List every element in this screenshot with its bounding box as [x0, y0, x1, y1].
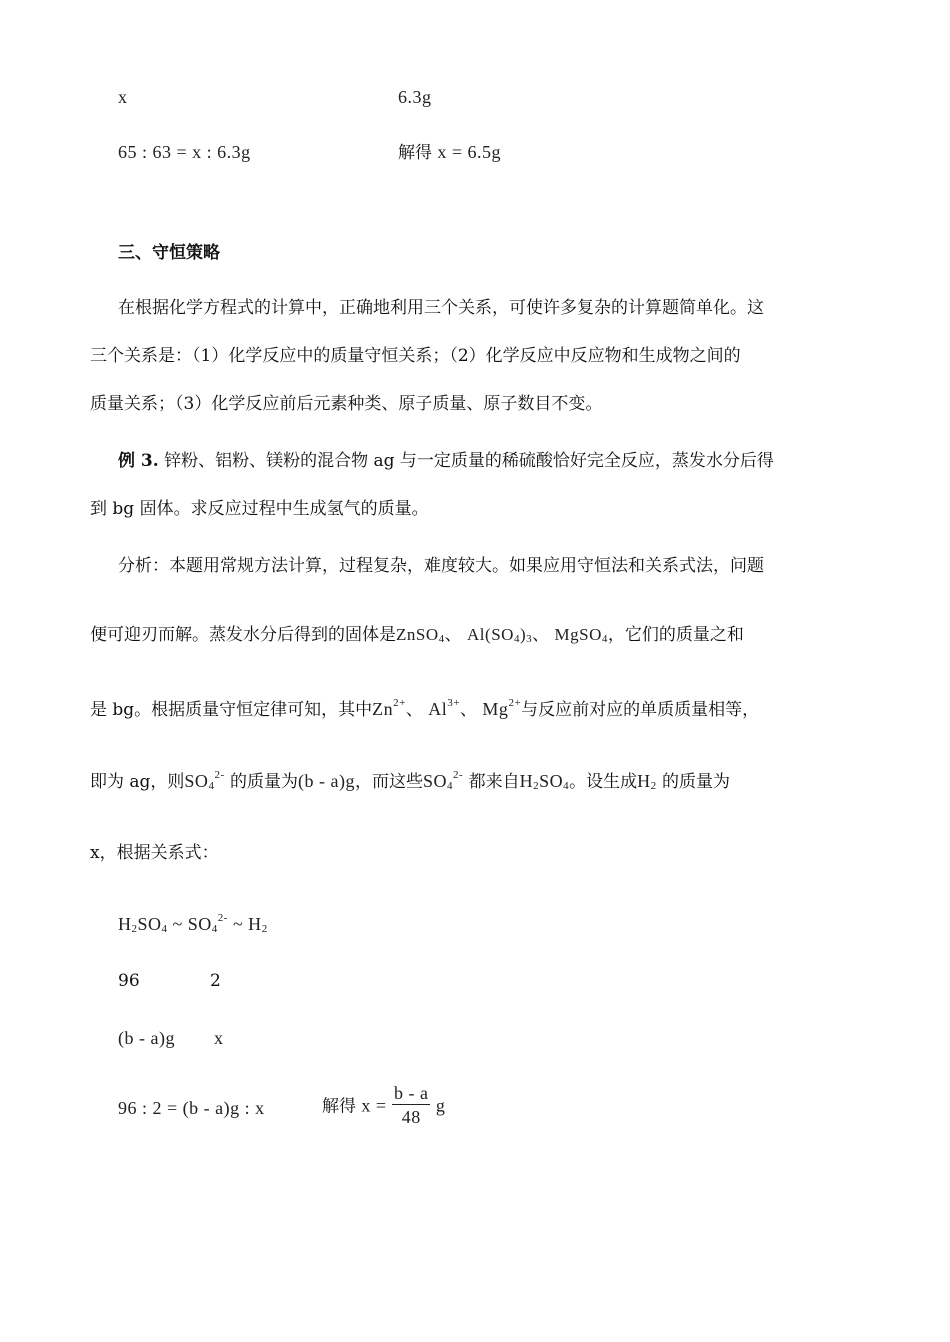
relation-chain: $H_2SO_4$ ~ $SO_4^{2-}$ ~ $H_2$ — [118, 912, 268, 935]
expr-bma: (b - a)g — [298, 771, 355, 791]
analysis-line: 分析：本题用常规方法计算，过程复杂，难度较大。如果应用守恒法和关系式法，问题 — [118, 556, 764, 576]
example-line: 到 bg 固体。求反应过程中生成氢气的质量。 — [90, 499, 429, 519]
analysis-text: 是 bg。根据质量守恒定律可知，其中 — [90, 700, 373, 720]
fraction-numerator: b - a — [393, 1083, 429, 1103]
relation-value-96: 96 — [118, 971, 140, 991]
analysis-text: 即为 ag，则 — [90, 772, 185, 792]
paragraph-line: 在根据化学方程式的计算中，正确地利用三个关系，可使许多复杂的计算题简单化。这 — [118, 298, 764, 318]
final-x: x = — [361, 1095, 387, 1116]
relation-value-2: 2 — [210, 971, 221, 991]
fraction-denominator: 48 — [401, 1107, 421, 1127]
ion-so4: $SO_4^{2-}$ — [423, 769, 464, 792]
relation-value-x: x — [214, 1028, 224, 1048]
formula-h2: $H_2$ — [637, 771, 657, 792]
calc-row2-result — [398, 143, 501, 162]
calc-row1-left: x — [118, 87, 128, 107]
analysis-text: 与反应前对应的单质质量相等， — [521, 700, 760, 720]
analysis-line — [90, 769, 731, 792]
analysis-text: 便可迎刃而解。蒸发水分后得到的固体是 — [90, 625, 396, 645]
analysis-text: 的质量为 — [230, 772, 299, 792]
calc-row2-equation: 65 : 63 = x : 6.3g — [118, 142, 251, 162]
formula-znso4: ZnSO$_4$ — [396, 625, 445, 645]
ion-zn: $Zn^{2+}$ — [372, 697, 406, 719]
result-label: 解得 — [398, 143, 432, 163]
section-heading: 三、守恒策略 — [118, 243, 220, 263]
paragraph-line: 质量关系；（3）化学反应前后元素种类、原子质量、原子数目不变。 — [90, 394, 603, 414]
formula-al2so43: $Al(SO_4)_3$ — [467, 625, 533, 645]
analysis-line: 便可迎刃而解。蒸发水分后得到的固体是ZnSO$_4$、 $Al(SO_4)_3$、 MgSO$_4$，它们的质量之和 — [90, 625, 744, 645]
paragraph-line: 三个关系是：（1）化学反应中的质量守恒关系；（2）化学反应中反应物和生成物之间的 — [90, 346, 741, 366]
analysis-text: ，它们的质量之和 — [607, 625, 744, 645]
fraction — [392, 1084, 430, 1126]
formula-mgso4: MgSO$_4$ — [554, 625, 608, 645]
ion-mg: $Mg^{2+}$ — [482, 697, 522, 719]
calc-row1-right: 6.3g — [398, 87, 432, 107]
final-result-label: 解得 — [322, 1096, 356, 1117]
analysis-text: 的质量为 — [662, 772, 731, 792]
ion-so4: $SO_4^{2-}$ — [184, 769, 225, 792]
final-equation: 96 : 2 = (b - a)g : x — [118, 1098, 265, 1118]
analysis-line: 是 bg。根据质量守恒定律可知，其中$Zn^{2+}$、 $Al^{3+}$、 $Mg^{2+}$与反应前对应的单质质量相等， — [90, 697, 760, 720]
fraction-unit: g — [435, 1095, 446, 1116]
final-result — [322, 1083, 446, 1128]
example-label: 例 3. — [118, 451, 159, 471]
analysis-text: 都来自 — [468, 772, 520, 792]
result-value: x = 6.5g — [437, 142, 502, 162]
analysis-line: x，根据关系式： — [90, 843, 219, 863]
relation-value-bma: (b - a)g — [118, 1028, 175, 1048]
ion-al: $Al^{3+}$ — [428, 697, 461, 719]
formula-h2so4: $H_2SO_4$ — [519, 771, 570, 792]
example-text: 锌粉、铝粉、镁粉的混合物 ag 与一定质量的稀硫酸恰好完全反应，蒸发水分后得 — [164, 451, 774, 471]
example-line — [118, 453, 774, 470]
analysis-text: 。设生成 — [569, 772, 638, 792]
analysis-text: ，而这些 — [355, 772, 423, 792]
